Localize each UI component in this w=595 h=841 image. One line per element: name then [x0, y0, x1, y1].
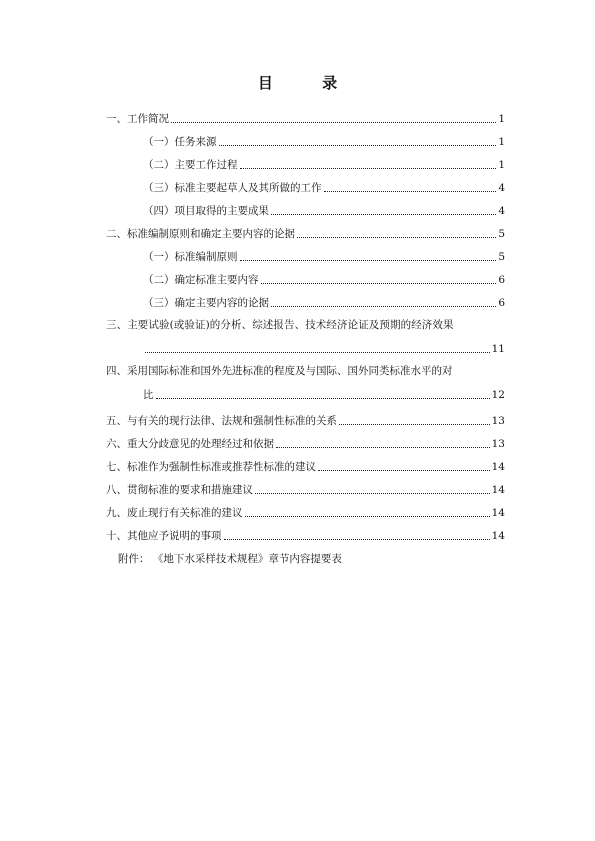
toc-entry-6[interactable] — [106, 433, 505, 451]
toc-page-number: 14 — [491, 507, 505, 519]
toc-page-number: 1 — [498, 136, 505, 148]
toc-page-number: 1 — [498, 159, 505, 171]
toc-entry-label: 六、重大分歧意见的处理经过和依据 — [106, 438, 274, 450]
dot-leader — [271, 213, 496, 215]
toc-page-number: 4 — [498, 182, 505, 194]
toc-entry-3-line2[interactable] — [143, 338, 505, 356]
dot-leader — [261, 282, 497, 284]
toc-page-number: 11 — [491, 343, 505, 355]
toc-page-number: 13 — [491, 415, 505, 427]
dot-leader — [324, 190, 497, 192]
toc-page-number: 13 — [491, 438, 505, 450]
toc-entry-label: 八、贯彻标准的要求和措施建议 — [106, 484, 253, 496]
toc-entry-label: （一）标准编制原则 — [143, 251, 238, 263]
toc-entry-4-line1[interactable]: 四、采用国际标准和国外先进标准的程度及与国际、国外同类标准水平的对 — [106, 365, 453, 377]
dot-leader — [219, 144, 497, 146]
dot-leader — [145, 351, 490, 353]
toc-entry-1[interactable] — [106, 108, 505, 126]
toc-entry-label: 七、标准作为强制性标准或推荐性标准的建议 — [106, 461, 316, 473]
toc-entry-2[interactable] — [106, 223, 505, 241]
toc-entry-10[interactable] — [106, 525, 505, 543]
toc-page-number: 6 — [498, 297, 505, 309]
toc-entry-label: （一）任务来源 — [143, 136, 217, 148]
dot-leader — [255, 492, 490, 494]
toc-entry-2-2[interactable] — [143, 269, 505, 287]
toc-page-number: 12 — [491, 389, 505, 401]
toc-entry-label: （二）主要工作过程 — [143, 159, 238, 171]
toc-page-number: 4 — [498, 205, 505, 217]
toc-page-number: 1 — [498, 113, 505, 125]
toc-entry-2-1[interactable] — [143, 246, 505, 264]
toc-entry-label: 九、废止现行有关标准的建议 — [106, 507, 243, 519]
toc-entry-label: （三）确定主要内容的论据 — [143, 297, 269, 309]
toc-entry-label: （三）标准主要起草人及其所做的工作 — [143, 182, 322, 194]
toc-entry-7[interactable] — [106, 456, 505, 474]
toc-entry-label: 一、工作简况 — [106, 113, 169, 125]
page-title: 目 录 — [257, 74, 360, 92]
dot-leader — [224, 538, 490, 540]
toc-entry-label: 二、标准编制原则和确定主要内容的论据 — [106, 228, 295, 240]
dot-leader — [240, 167, 497, 169]
toc-entry-label: 五、与有关的现行法律、法规和强制性标准的关系 — [106, 415, 337, 427]
dot-leader — [171, 121, 496, 123]
toc-page-number: 14 — [491, 484, 505, 496]
toc-entry-label: 十、其他应予说明的事项 — [106, 530, 222, 542]
toc-entry-1-1[interactable] — [143, 131, 505, 149]
dot-leader — [245, 515, 490, 517]
toc-entry-9[interactable] — [106, 502, 505, 520]
toc-entry-2-3[interactable] — [143, 292, 505, 310]
toc-entry-label: （二）确定标准主要内容 — [143, 274, 259, 286]
toc-entry-1-3[interactable] — [143, 177, 505, 195]
toc-entry-label: 比 — [143, 389, 154, 401]
toc-entry-label: （四）项目取得的主要成果 — [143, 205, 269, 217]
toc-page-number: 14 — [491, 530, 505, 542]
dot-leader — [276, 446, 490, 448]
dot-leader — [297, 236, 496, 238]
dot-leader — [271, 305, 496, 307]
toc-page-number: 6 — [498, 274, 505, 286]
toc-entry-1-4[interactable] — [143, 200, 505, 218]
toc-page-number: 14 — [491, 461, 505, 473]
dot-leader — [339, 423, 490, 425]
dot-leader — [156, 397, 490, 399]
toc-entry-4-line2[interactable] — [143, 384, 505, 402]
toc-entry-5[interactable] — [106, 410, 505, 428]
dot-leader — [240, 259, 497, 261]
appendix-note[interactable]: 附件： 《地下水采样技术规程》章节内容提要表 — [118, 553, 342, 565]
toc-page-number: 5 — [498, 228, 505, 240]
dot-leader — [318, 469, 490, 471]
toc-entry-8[interactable] — [106, 479, 505, 497]
toc-entry-1-2[interactable] — [143, 154, 505, 172]
toc-entry-3-line1[interactable]: 三、主要试验(或验证)的分析、综述报告、技术经济论证及预期的经济效果 — [106, 319, 454, 331]
toc-page-number: 5 — [498, 251, 505, 263]
